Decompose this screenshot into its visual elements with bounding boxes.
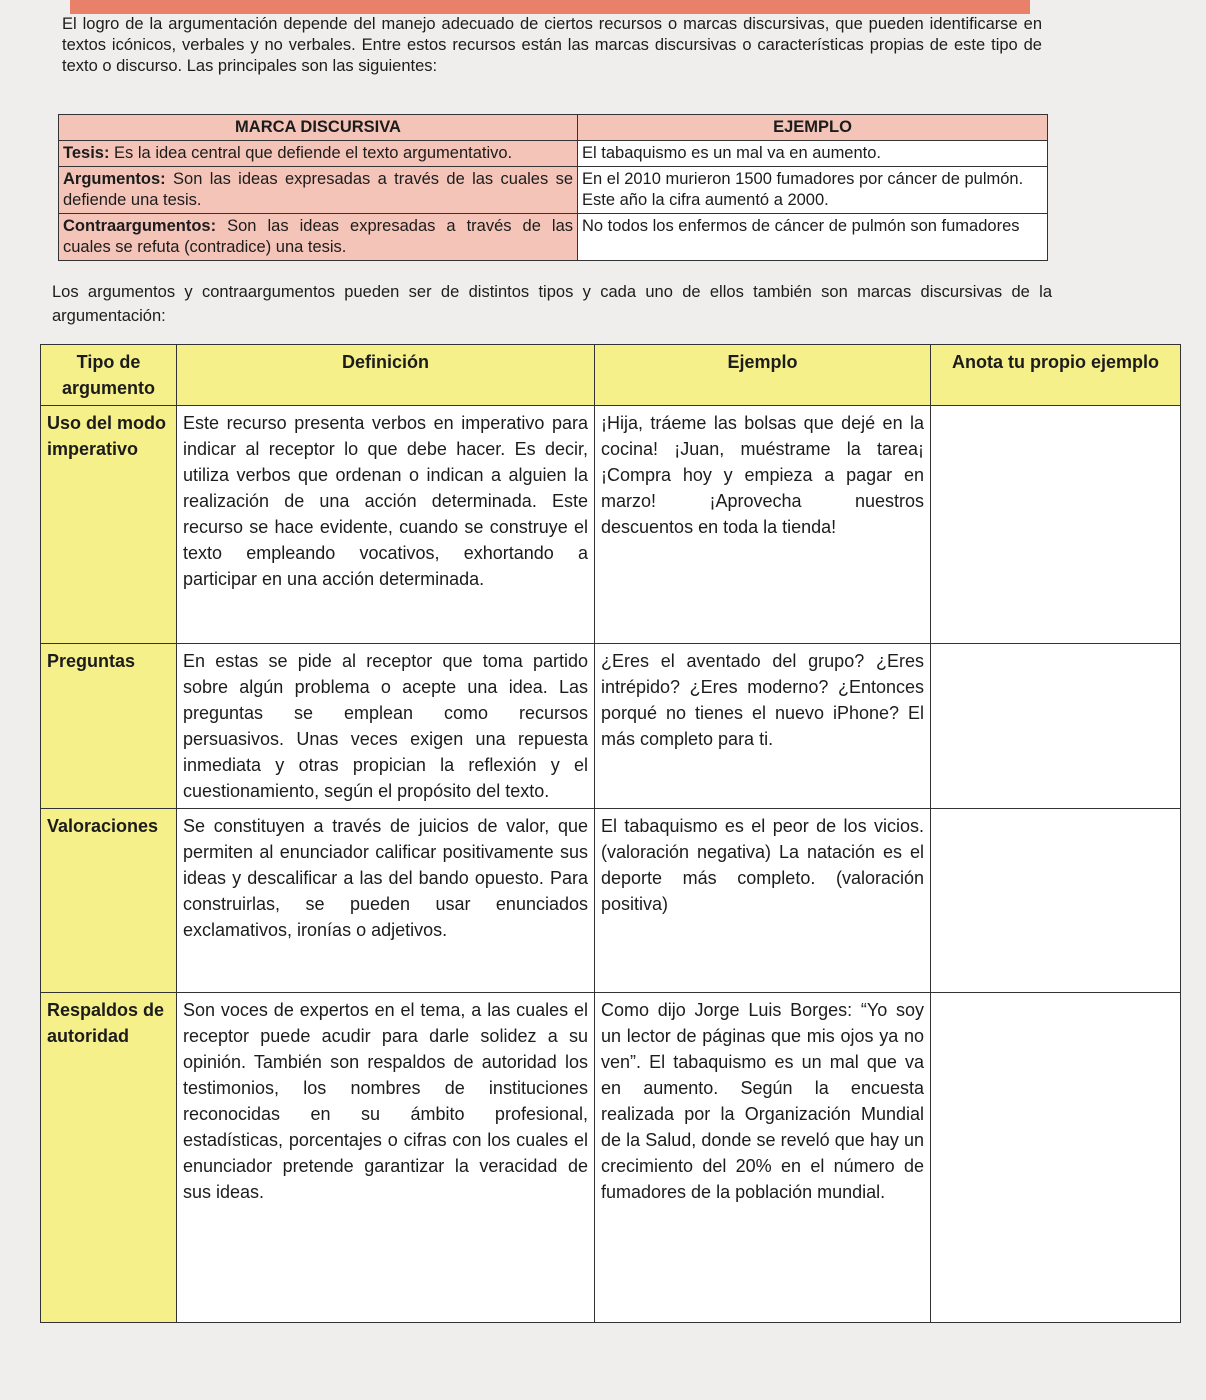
- top-color-band: [70, 0, 1030, 14]
- table-row: [41, 993, 1181, 1323]
- table-row: [59, 167, 1048, 214]
- term-argumentos: Argumentos:: [63, 170, 166, 188]
- example-respaldos: Como dijo Jorge Luis Borges: “Yo soy un lector de páginas que mis ojos ya no ven”. El tabaquismo es un mal que va en aumento. Según la encuesta realizada por la Organización Mundial de la Salud, donde se reveló que hay un crecimiento del 20% en el número de fumadores de la población mundial.: [595, 993, 931, 1323]
- definition-valoraciones: Se constituyen a través de juicios de valor, que permiten al enunciador calificar positivamente sus ideas y descalificar a las del bando opuesto. Para construirlas, se pueden usar enunciados exclamativos, ironías o adjetivos.: [177, 809, 595, 993]
- type-imperativo: Uso del modo imperativo: [41, 406, 177, 644]
- header-definicion: Definición: [177, 345, 595, 406]
- type-respaldos: Respaldos de autoridad: [41, 993, 177, 1323]
- own-example-valoraciones[interactable]: [931, 809, 1181, 993]
- type-valoraciones: Valoraciones: [41, 809, 177, 993]
- header-marca-discursiva: MARCA DISCURSIVA: [59, 115, 578, 141]
- table-row: [41, 406, 1181, 644]
- own-example-imperativo[interactable]: [931, 406, 1181, 644]
- table-row: [59, 141, 1048, 167]
- definition-argumentos: Son las ideas expresadas a través de las cuales se defiende una tesis.: [63, 170, 573, 209]
- header-ejemplo-2: Ejemplo: [595, 345, 931, 406]
- own-example-preguntas[interactable]: [931, 644, 1181, 809]
- example-valoraciones: El tabaquismo es el peor de los vicios. (valoración negativa) La natación es el deporte más completo. (valoración positiva): [595, 809, 931, 993]
- type-preguntas: Preguntas: [41, 644, 177, 809]
- table-row: [41, 644, 1181, 809]
- example-preguntas: ¿Eres el aventado del grupo? ¿Eres intrépido? ¿Eres moderno? ¿Entonces porqué no tienes el nuevo iPhone? El más completo para ti.: [595, 644, 931, 809]
- example-tesis: El tabaquismo es un mal va en aumento.: [578, 141, 1048, 167]
- term-contraargumentos: Contraargumentos:: [63, 217, 217, 235]
- table-row: [59, 214, 1048, 261]
- example-argumentos: En el 2010 murieron 1500 fumadores por cáncer de pulmón. Este año la cifra aumentó a 2000.: [578, 167, 1048, 214]
- header-anota-tu-ejemplo: Anota tu propio ejemplo: [931, 345, 1181, 406]
- header-tipo-argumento: Tipo de argumento: [41, 345, 177, 406]
- table-row: [41, 809, 1181, 993]
- definition-respaldos: Son voces de expertos en el tema, a las cuales el receptor puede acudir para darle solidez a su opinión. También son respaldos de autoridad los testimonios, los nombres de instituciones reconocidas en su ámbito profesional, estadísticas, porcentajes o cifras con los cuales el enunciador pretende garantizar la veracidad de sus ideas.: [177, 993, 595, 1323]
- argument-types-table: [40, 344, 1181, 1323]
- intro-paragraph: El logro de la argumentación depende del manejo adecuado de ciertos recursos o marcas discursivas, que pueden identificarse en textos icónicos, verbales y no verbales. Entre estos recursos están las marcas discursivas o características propias de este tipo de texto o discurso. Las principales son las siguientes:: [62, 15, 1042, 75]
- term-tesis: Tesis:: [63, 144, 110, 162]
- example-imperativo: ¡Hija, tráeme las bolsas que dejé en la cocina! ¡Juan, muéstrame la tarea¡ ¡Compra hoy y empieza a pagar en marzo! ¡Aprovecha nuestros descuentos en toda la tienda!: [595, 406, 931, 644]
- example-contraargumentos: No todos los enfermos de cáncer de pulmón son fumadores: [578, 214, 1048, 261]
- definition-preguntas: En estas se pide al receptor que toma partido sobre algún problema o acepte una idea. Las preguntas se emplean como recursos persuasivos. Unas veces exigen una repuesta inmediata y otras propician la reflexión y el cuestionamiento, según el propósito del texto.: [177, 644, 595, 809]
- definition-imperativo: Este recurso presenta verbos en imperativo para indicar al receptor lo que debe hacer. Es decir, utiliza verbos que ordenan o indican a alguien la realización de una acción determinada. Este recurso se hace evidente, cuando se construye el texto empleando vocativos, exhortando a participar en una acción determinada.: [177, 406, 595, 644]
- between-paragraph: Los argumentos y contraargumentos pueden ser de distintos tipos y cada uno de ellos también son marcas discursivas de la argumentación:: [52, 283, 1052, 325]
- header-ejemplo: EJEMPLO: [578, 115, 1048, 141]
- own-example-respaldos[interactable]: [931, 993, 1181, 1323]
- definition-contraargumentos: Son las ideas expresadas a través de las cuales se refuta (contradice) una tesis.: [63, 217, 573, 256]
- definition-tesis: Es la idea central que defiende el texto argumentativo.: [109, 144, 513, 162]
- discursive-marks-table: [58, 114, 1048, 261]
